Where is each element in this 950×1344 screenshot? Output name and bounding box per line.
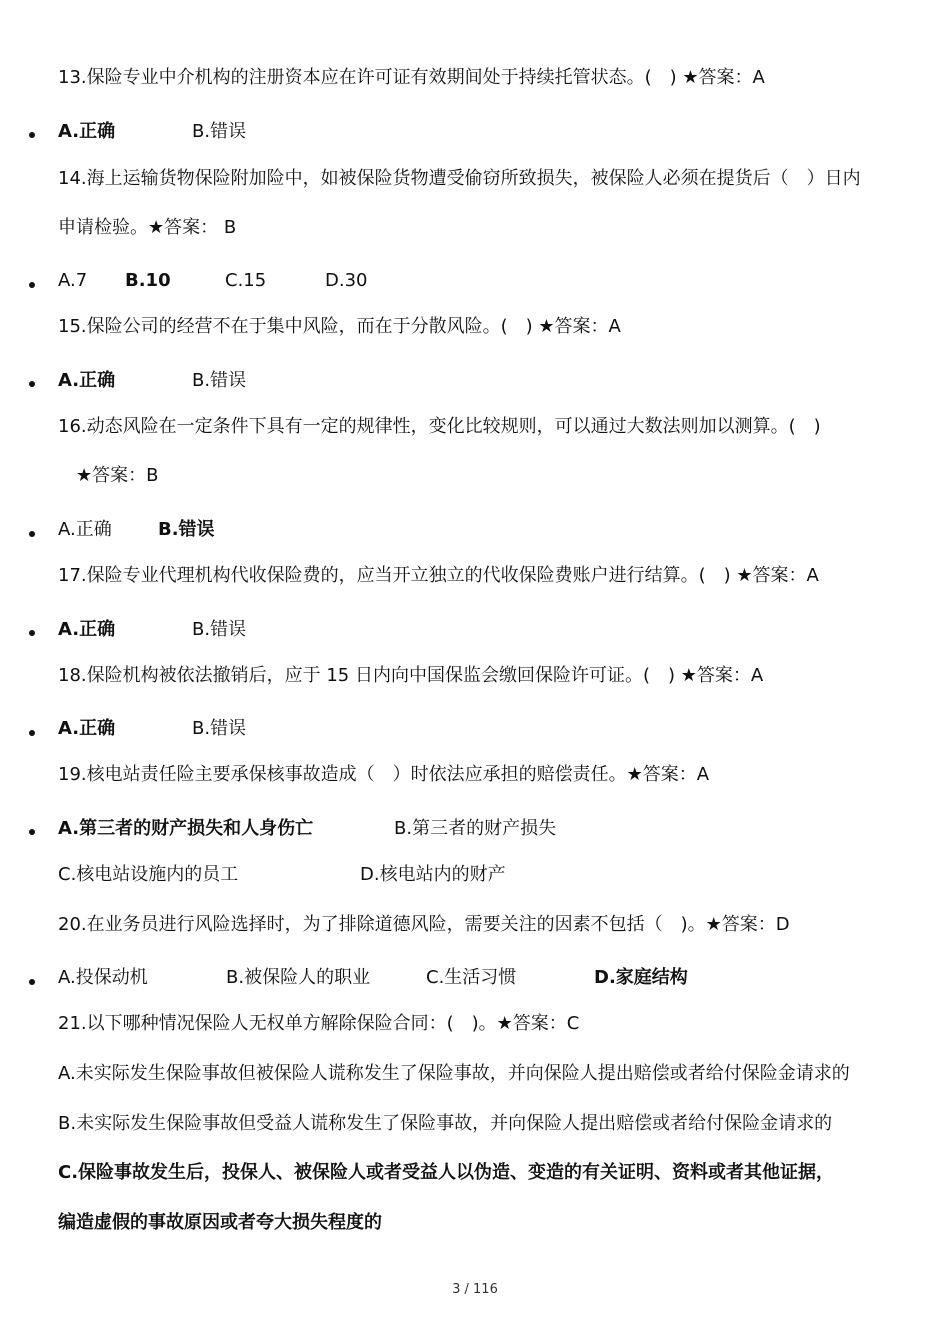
question-13-stem: 13.保险专业中介机构的注册资本应在许可证有效期间处于持续托管状态。( ) ★答案：A	[58, 67, 765, 88]
q17-option-a: A.正确	[58, 619, 116, 640]
q18-option-b: B.错误	[192, 718, 247, 739]
question-20-stem: 20.在业务员进行风险选择时，为了排除道德风险，需要关注的因素不包括（ )。★答案：D	[58, 914, 790, 935]
question-15-stem: 15.保险公司的经营不在于集中风险，而在于分散风险。( ) ★答案：A	[58, 316, 621, 337]
q20-option-a: A.投保动机	[58, 967, 148, 988]
page-number: 3 / 116	[452, 1282, 498, 1297]
question-21-stem: 21.以下哪种情况保险人无权单方解除保险合同：( )。★答案：C	[58, 1013, 580, 1034]
q14-option-c: C.15	[225, 270, 267, 291]
bullet-icon	[29, 730, 35, 736]
bullet-icon	[29, 630, 35, 636]
q14-option-d: D.30	[325, 270, 368, 291]
q19-option-d: D.核电站内的财产	[360, 864, 506, 885]
q21-option-b: B.未实际发生保险事故但受益人谎称发生了保险事故，并向保险人提出赔偿或者给付保险金请求的	[58, 1113, 833, 1134]
bullet-icon	[29, 829, 35, 835]
question-18-stem: 18.保险机构被依法撤销后，应于 15 日内向中国保监会缴回保险许可证。( ) ★答案：A	[58, 665, 764, 686]
q19-option-b: B.第三者的财产损失	[394, 818, 557, 839]
q14-option-a: A.7	[58, 270, 88, 291]
bullet-icon	[29, 531, 35, 537]
q20-option-c: C.生活习惯	[426, 967, 517, 988]
q21-option-a: A.未实际发生保险事故但被保险人谎称发生了保险事故，并向保险人提出赔偿或者给付保险金请求的	[58, 1063, 850, 1084]
bullet-icon	[29, 132, 35, 138]
q15-option-b: B.错误	[192, 370, 247, 391]
question-16-stem-line2: ★答案：B	[76, 465, 159, 486]
q16-option-a: A.正确	[58, 519, 112, 540]
q15-option-a: A.正确	[58, 370, 116, 391]
q16-option-b: B.错误	[158, 519, 215, 540]
question-17-stem: 17.保险专业代理机构代收保险费的，应当开立独立的代收保险费账户进行结算。( ) ★答案：A	[58, 565, 819, 586]
q21-option-c-line1: C.保险事故发生后，投保人、被保险人或者受益人以伪造、变造的有关证明、资料或者其他证据，	[58, 1162, 835, 1183]
q13-option-a: A.正确	[58, 121, 116, 142]
bullet-icon	[29, 381, 35, 387]
q20-option-b: B.被保险人的职业	[226, 967, 371, 988]
q17-option-b: B.错误	[192, 619, 247, 640]
q14-option-b: B.10	[125, 270, 171, 291]
question-19-stem: 19.核电站责任险主要承保核事故造成（ ）时依法应承担的赔偿责任。★答案：A	[58, 764, 710, 785]
q19-option-a: A.第三者的财产损失和人身伤亡	[58, 818, 314, 839]
bullet-icon	[29, 282, 35, 288]
q18-option-a: A.正确	[58, 718, 116, 739]
q20-option-d: D.家庭结构	[594, 967, 688, 988]
q13-option-b: B.错误	[192, 121, 247, 142]
q21-option-c-line2: 编造虚假的事故原因或者夸大损失程度的	[58, 1212, 382, 1233]
question-14-stem-line2: 申请检验。★答案： B	[58, 217, 237, 238]
question-16-stem-line1: 16.动态风险在一定条件下具有一定的规律性，变化比较规则，可以通过大数法则加以测算。( )	[58, 416, 821, 437]
question-14-stem-line1: 14.海上运输货物保险附加险中，如被保险货物遭受偷窃所致损失，被保险人必须在提货后（ ）日内	[58, 168, 861, 189]
q19-option-c: C.核电站设施内的员工	[58, 864, 239, 885]
bullet-icon	[29, 979, 35, 985]
